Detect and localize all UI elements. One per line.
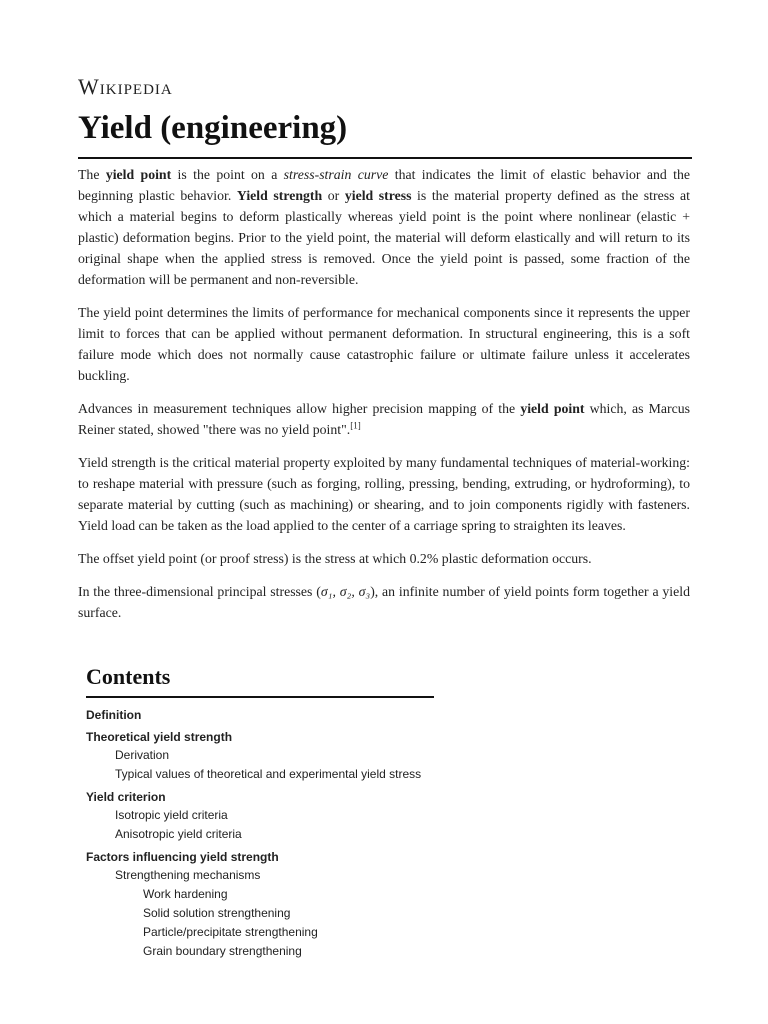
toc-item-typical-values[interactable]: Typical values of theoretical and experimental yield stress (115, 767, 422, 781)
toc-item-anisotropic-yield-criteria[interactable]: Anisotropic yield criteria (115, 827, 242, 841)
paragraph-5: The offset yield point (or proof stress) is the stress at which 0.2% plastic deformation occurs. (78, 551, 592, 566)
bold-term-yield-point: yield point (105, 167, 172, 182)
toc-list (86, 706, 436, 961)
text: Advances in measurement techniques allow higher precision mapping of the (78, 401, 521, 416)
paragraph-2: The yield point determines the limits of performance for mechanical components since it represents the upper limit to forces that can be applied without permanent deformation. In structural engineering, this is a soft failure mode which does not normally cause catastrophic failure or ultimate failure unless it accelerates buckling. (78, 305, 690, 383)
text: ), an infinite number of yield points form together a yield surface. (78, 584, 690, 620)
text: The (78, 167, 106, 182)
toc-item-solid-solution[interactable]: Solid solution strengthening (143, 906, 291, 920)
contents-heading: Contents (86, 664, 171, 689)
toc-item-strengthening-mechanisms[interactable]: Strengthening mechanisms (115, 868, 261, 882)
title-divider (78, 157, 692, 159)
article-body (78, 164, 690, 635)
toc-item-factors-influencing[interactable]: Factors influencing yield strength (86, 850, 279, 864)
table-of-contents (86, 664, 436, 961)
text: which, as Marcus Reiner stated, showed "there was no yield point". (78, 401, 690, 437)
bold-term-yield-stress: yield stress (344, 188, 412, 203)
paragraph-4: Yield strength is the critical material property exploited by many fundamental techniques of material-working: to reshape material with pressure (such as forging, rolling, pressing, bending, extruding, or hydroforming), to separate material by cutting (such as machining) or shearing, and to join components rigidly with fasteners. Yield load can be taken as the load applied to the center of a carriage spring to straighten its leaves. (78, 455, 690, 533)
link-stress-strain-curve[interactable]: stress-strain curve (283, 167, 389, 182)
toc-item-grain-boundary[interactable]: Grain boundary strengthening (143, 944, 302, 958)
text: or (322, 188, 345, 203)
paragraph-6 (78, 581, 690, 623)
bold-term-yield-point: yield point (520, 401, 585, 416)
wikipedia-logo[interactable]: Wikipedia (78, 74, 173, 99)
toc-item-theoretical-yield-strength[interactable]: Theoretical yield strength (86, 730, 233, 744)
text: is the point on a (171, 167, 284, 182)
contents-divider (86, 696, 434, 698)
toc-item-particle-precipitate[interactable]: Particle/precipitate strengthening (143, 925, 318, 939)
citation-link[interactable]: [1] (350, 420, 361, 431)
toc-item-work-hardening[interactable]: Work hardening (143, 887, 228, 901)
bold-term-yield-strength: Yield strength (236, 188, 323, 203)
toc-item-yield-criterion[interactable]: Yield criterion (86, 790, 166, 804)
text: is the material property defined as the stress at which a material begins to deform plastically whereas yield point is the point where nonlinear (elastic + plastic) deformation begins. Prior to the yield point, the material will deform elastically and will return to its original shape when the applied stress is removed. Once the yield point is passed, some fraction of the deformation will be permanent and non-reversible. (78, 188, 690, 287)
toc-item-derivation[interactable]: Derivation (115, 748, 170, 762)
paragraph-1 (78, 164, 690, 290)
paragraph-3 (78, 398, 690, 440)
toc-item-isotropic-yield-criteria[interactable]: Isotropic yield criteria (115, 808, 228, 822)
toc-item-definition[interactable]: Definition (86, 708, 142, 722)
text: that indicates the limit of elastic behavior and the beginning plastic behavior. (78, 167, 690, 203)
math-principal-stresses: σ₁, σ₂, σ₃ (320, 584, 371, 599)
text: In the three-dimensional principal stresses ( (78, 584, 321, 599)
page-title: Yield (engineering) (78, 110, 348, 146)
